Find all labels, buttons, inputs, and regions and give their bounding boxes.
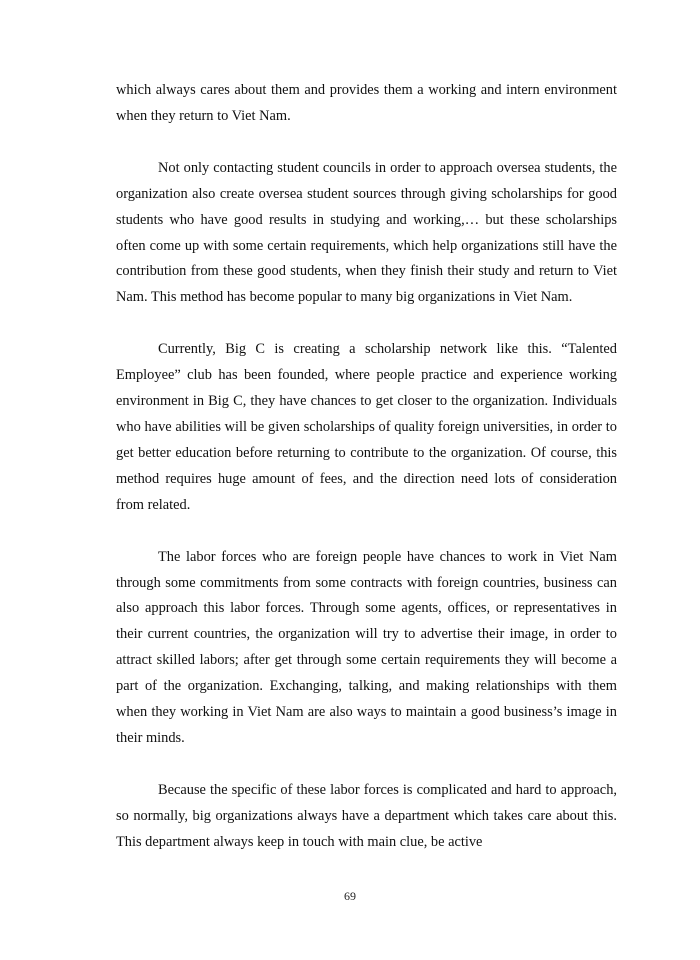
- paragraph-gap: [116, 752, 617, 778]
- paragraph-gap: [116, 130, 617, 156]
- paragraph-department: Because the specific of these labor forces is complicated and hard to approach, so normally, big organizations always have a department which takes care about this. This department always keep in touch with main clue, be active: [116, 781, 617, 850]
- page-body: [116, 78, 617, 856]
- paragraph-oversea-students: Not only contacting student councils in order to approach oversea students, the organization also create oversea student sources through giving scholarships for good students who have good results in studying and working,… but these scholarships often come up with some certain requirements, which help organizations still have the contribution from these good students, when they finish their study and return to Viet Nam. This method has become popular to many big organizations in Viet Nam.: [116, 159, 617, 306]
- paragraph-big-c-scholarship: Currently, Big C is creating a scholarship network like this. “Talented Employee” club has been founded, where people practice and experience working environment in Big C, they have chances to get closer to the organization. Individuals who have abilities will be given scholarships of quality foreign universities, in order to get better education before returning to contribute to the organization. Of course, this method requires huge amount of fees, and the direction need lots of consideration from related.: [116, 341, 617, 513]
- paragraph-continuation: which always cares about them and provides them a working and intern environment when they return to Viet Nam.: [116, 82, 617, 124]
- paragraph-foreign-labor: The labor forces who are foreign people have chances to work in Viet Nam through some commitments from some contracts with foreign countries, business can also approach this labor forces. Through some agents, offices, or representatives in their current countries, the organization will try to advertise their image, in order to attract skilled labors; after get through some certain requirements they will become a part of the organization. Exchanging, talking, and making relationships with them when they working in Viet Nam are also ways to maintain a good business’s image in their minds.: [116, 548, 617, 746]
- paragraph-gap: [116, 311, 617, 337]
- page-number: 69: [344, 889, 356, 903]
- paragraph-gap: [116, 519, 617, 545]
